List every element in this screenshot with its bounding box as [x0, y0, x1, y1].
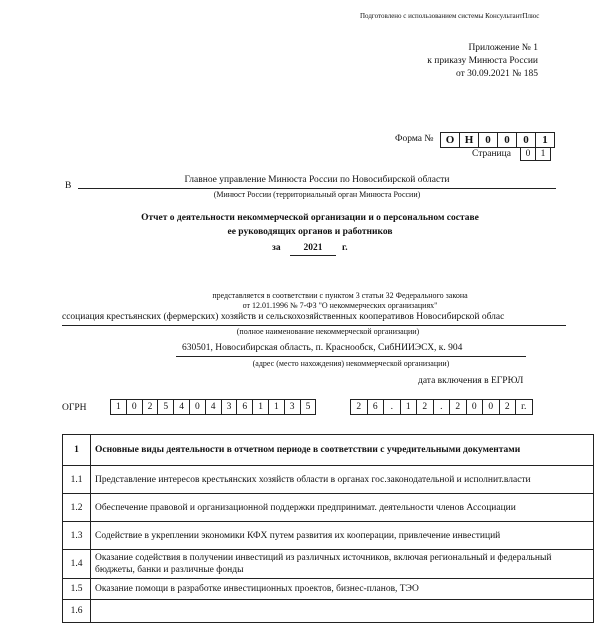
organization-caption: (полное наименование некоммерческой организации)	[236, 327, 420, 336]
form-code-cells	[440, 132, 555, 148]
organization-address: 630501, Новосибирская область, п. Краснообск, СибНИИЭСХ, к. 904	[182, 343, 463, 353]
table-row	[63, 579, 594, 600]
ogrn-label: ОГРН	[62, 403, 87, 413]
ogrn-cell: 0	[126, 399, 142, 415]
table-row	[63, 522, 594, 550]
recipient-caption: (Минюст России (территориальный орган Минюста России)	[213, 190, 421, 199]
table-row	[63, 494, 594, 522]
row-number: 1.4	[63, 550, 91, 579]
date-cell: 0	[466, 399, 483, 415]
date-cell: .	[433, 399, 450, 415]
date-cell: 2	[499, 399, 516, 415]
page-label: Страница	[472, 149, 511, 159]
report-title-line-1: Отчет о деятельности некоммерческой организации и о персональном составе	[141, 213, 479, 223]
report-title-line-2: ее руководящих органов и работников	[227, 227, 393, 237]
date-cell: 1	[400, 399, 417, 415]
page-cells	[520, 147, 551, 161]
organization-full-name: ссоциация крестьянских (фермерских) хозяйств и сельскохозяйственных кооперативов Новосибирской облас	[62, 312, 505, 322]
appendix-line-2: к приказу Минюста России	[427, 56, 538, 66]
section-number: 1	[63, 435, 91, 466]
ogrn-cell: 0	[189, 399, 205, 415]
form-code-cell: О	[440, 132, 459, 148]
form-code-cell: 0	[516, 132, 535, 148]
row-number: 1.5	[63, 579, 91, 600]
ogrn-cell: 4	[205, 399, 221, 415]
page-cell: 1	[535, 147, 551, 161]
ogrn-cell: 1	[268, 399, 284, 415]
activity-text: Представление интересов крестьянских хозяйств области в органах гос.законодательной и исполнит.власти	[91, 466, 594, 494]
form-code-cell: Н	[459, 132, 478, 148]
date-cell: г.	[515, 399, 533, 415]
appendix-block	[338, 42, 538, 81]
year-suffix: г.	[342, 243, 348, 253]
row-number: 1.6	[63, 600, 91, 623]
form-label: Форма №	[395, 134, 434, 144]
form-code-cell: 1	[535, 132, 555, 148]
date-cell: 2	[350, 399, 367, 415]
form-code-cell: 0	[478, 132, 497, 148]
form-code-cell: 0	[497, 132, 516, 148]
basis-line-2: от 12.01.1996 № 7-ФЗ "О некоммерческих организациях"	[242, 301, 438, 310]
date-cell: .	[383, 399, 400, 415]
ogrn-cell: 3	[221, 399, 237, 415]
activity-text: Обеспечение правовой и организационной поддержки предпринимат. деятельности членов Ассоциации	[91, 494, 594, 522]
table-row	[63, 600, 594, 623]
ogrn-cell: 1	[110, 399, 126, 415]
activities-header-row	[63, 435, 594, 466]
appendix-line-3: от 30.09.2021 № 185	[456, 69, 538, 79]
recipient-prefix: В	[65, 181, 72, 191]
report-year: 2021	[303, 243, 323, 253]
ogrn-cell: 3	[284, 399, 300, 415]
ogrn-cell: 5	[300, 399, 317, 415]
address-caption: (адрес (место нахождения) некоммерческой организации)	[252, 359, 450, 368]
year-prefix: за	[272, 243, 281, 253]
ogrn-cell: 6	[236, 399, 252, 415]
ogrn-cells	[110, 399, 316, 415]
date-cell: 6	[367, 399, 384, 415]
date-cell: 2	[449, 399, 466, 415]
recipient-name: Главное управление Минюста России по Новосибирской области	[184, 175, 450, 185]
organization-underline	[62, 325, 566, 326]
ogrn-cell: 4	[173, 399, 189, 415]
activity-text: Содействие в укреплении экономики КФХ путем развития их кооперации, привлечение инвестиций	[91, 522, 594, 550]
activity-text: Оказание помощи в разработке инвестиционных проектов, бизнес-планов, ТЭО	[91, 579, 594, 600]
address-underline	[176, 356, 526, 357]
egrul-date-label: дата включения в ЕГРЮЛ	[418, 376, 524, 386]
activity-text: Оказание содействия в получении инвестиций из различных источников, включая региональный и федеральный бюджеты, банки и различные фонды	[91, 550, 594, 579]
ogrn-cell: 2	[142, 399, 158, 415]
ogrn-cell: 1	[252, 399, 268, 415]
year-underline	[290, 255, 336, 256]
recipient-underline	[78, 188, 556, 189]
row-number: 1.2	[63, 494, 91, 522]
page-cell: 0	[520, 147, 535, 161]
ogrn-cell: 5	[157, 399, 173, 415]
basis-line-1: представляется в соответствии с пунктом 3 статьи 32 Федерального закона	[212, 291, 468, 300]
activity-text	[91, 600, 594, 623]
row-number: 1.1	[63, 466, 91, 494]
prepared-note: Подготовлено с использованием системы КонсультантПлюс	[360, 12, 540, 20]
date-cell: 2	[416, 399, 433, 415]
activities-header-text: Основные виды деятельности в отчетном периоде в соответствии с учредительными документами	[91, 435, 594, 466]
egrul-date-cells	[350, 399, 533, 415]
table-row	[63, 550, 594, 579]
appendix-line-1: Приложение № 1	[468, 43, 538, 53]
date-cell: 0	[482, 399, 499, 415]
row-number: 1.3	[63, 522, 91, 550]
activities-table	[62, 434, 594, 623]
table-row	[63, 466, 594, 494]
